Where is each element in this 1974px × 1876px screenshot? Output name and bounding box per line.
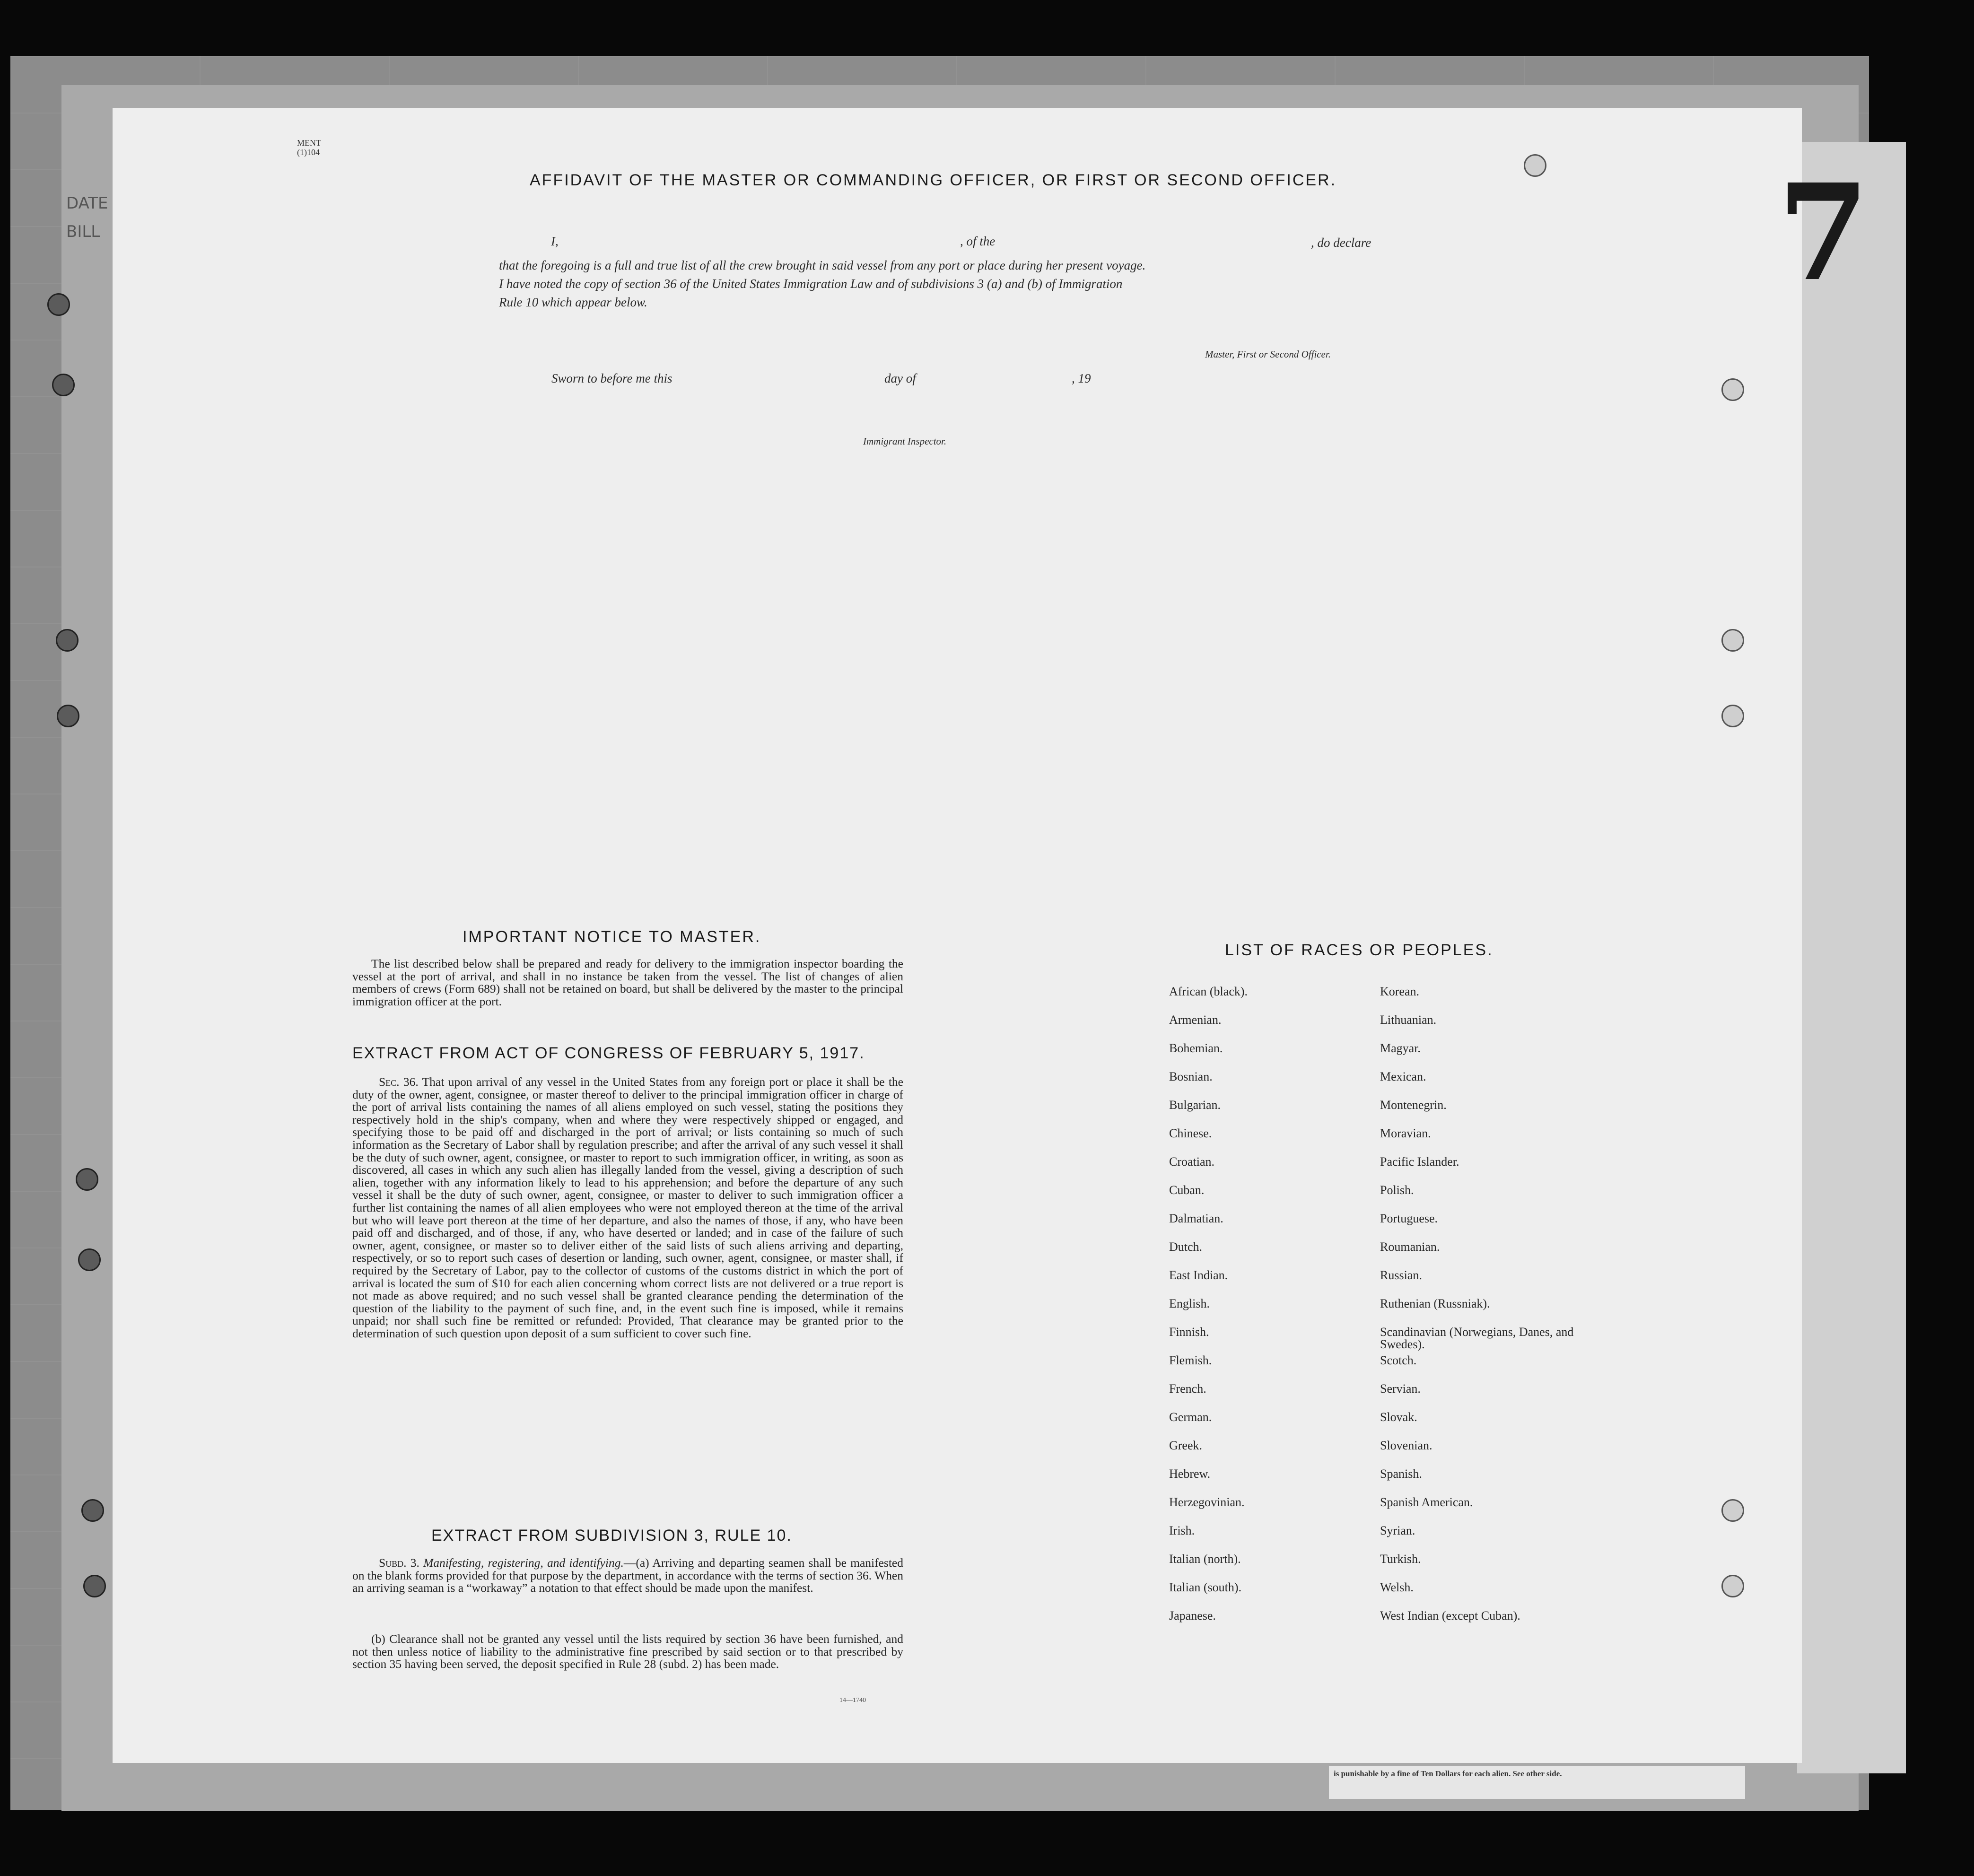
race-item: Cuban.: [1169, 1183, 1205, 1197]
race-item: Hebrew.: [1169, 1467, 1211, 1481]
race-item: Flemish.: [1169, 1353, 1212, 1367]
races-title: LIST OF RACES OR PEOPLES.: [1225, 941, 1494, 959]
race-item: Finnish.: [1169, 1325, 1209, 1339]
rule-extract-para-b: (b) Clearance shall not be granted any vessel until the lists required by section 36 have been furnished, and not then unless notice of liability to the administrative fine prescribed by said section or to that prescribed by section 35 having been served, the deposit specified in Rule 28 (subd. 2) has been made.: [352, 1632, 903, 1671]
race-item: Slovak.: [1380, 1410, 1417, 1424]
declaration-i: I,: [551, 234, 559, 248]
race-item: Herzegovinian.: [1169, 1495, 1245, 1509]
subd-label: Subd. 3.: [379, 1556, 419, 1570]
notice-title: IMPORTANT NOTICE TO MASTER.: [463, 928, 761, 946]
punch-hole: [57, 705, 79, 727]
affidavit-title: AFFIDAVIT OF THE MASTER OR COMMANDING OFFICER, OR FIRST OR SECOND OFFICER.: [530, 171, 1337, 189]
sworn-text: Sworn to before me this: [551, 371, 673, 385]
race-item: Korean.: [1380, 985, 1420, 998]
race-item: Dutch.: [1169, 1240, 1203, 1254]
punch-hole: [78, 1248, 101, 1271]
punch-hole: [1721, 705, 1744, 727]
sworn-day-of: day of: [884, 371, 916, 385]
races-list-right: [1380, 986, 1588, 1638]
race-item: Slovenian.: [1380, 1439, 1432, 1452]
form-corner-code: [297, 138, 321, 157]
race-item: Montenegrin.: [1380, 1098, 1447, 1112]
race-item: Roumanian.: [1380, 1240, 1440, 1254]
race-item: Armenian.: [1169, 1013, 1222, 1027]
margin-label-date: DATE: [66, 194, 108, 213]
declaration-line: I have noted the copy of section 36 of the United States Immigration Law and of subdivisions 3 (a) and (b) of Immigration: [499, 277, 1123, 291]
punch-hole: [52, 374, 75, 396]
section-36-text: That upon arrival of any vessel in the United States from any foreign port or place it shall be the duty of the owner, agent, consignee, or master thereof to deliver to the principal immigration officer in charge of the port of arrival lists containing the names of all aliens employed on such vessel, stating the positions they respectively hold in the ship's company, when and where they were respectively shipped or engaged, and specifying those to be paid off and discharged in the port of arrival; or lists containing so much of such information as the Secretary of Labor shall by regulation prescribe; and after the arrival of any such vessel it shall be the duty of such owner, agent, consignee, or master to report to such immigration officer, in writing, as soon as discovered, all cases in which any such alien has illegally landed from the vessel, giving a description of such alien, together with any information likely to lead to his apprehension; and before the departure of any such vessel it shall be the duty of such owner, agent, consignee, or master to deliver to such immigration officer a further list containing the names of all alien employees who were not employed thereon at the time of the arrival but who will leave port thereon at the time of her departure, and also the names of those, if any, who have been paid off and discharged, and of those, if any, who have deserted or landed; and in case of the failure of such owner, agent, consignee, or master so to deliver either of the said lists of such aliens arriving and departing, respectively, or so to report such cases of desertion or landing, such owner, agent, consignee, or master shall, if required by the Secretary of Labor, pay to the collector of customs of the customs district in which the port of arrival is located the sum of $10 for each alien concerning whom correct lists are not delivered or a true report is not made as above required; and no such vessel shall be granted clearance pending the determination of the question of the liability to the payment of such fine, and, in the event such fine is imposed, while it remains unpaid; nor shall such fine be remitted or refunded: Provided, That clearance may be granted prior to the determination of such question upon deposit of a sum sufficient to cover such fine.: [352, 1075, 903, 1340]
declaration-line: Rule 10 which appear below.: [499, 295, 647, 309]
race-item: Italian (south).: [1169, 1580, 1242, 1594]
race-item: Mexican.: [1380, 1070, 1426, 1083]
race-item: Servian.: [1380, 1382, 1421, 1396]
race-item: Bulgarian.: [1169, 1098, 1221, 1112]
punch-hole: [1721, 629, 1744, 652]
punch-hole: [1524, 154, 1546, 177]
race-item: Turkish.: [1380, 1552, 1421, 1566]
race-item: Bohemian.: [1169, 1041, 1223, 1055]
act-extract-title: EXTRACT FROM ACT OF CONGRESS OF FEBRUARY 5, 1917.: [352, 1044, 865, 1062]
race-item: Spanish.: [1380, 1467, 1422, 1481]
race-item: Dalmatian.: [1169, 1212, 1223, 1225]
race-item: Magyar.: [1380, 1041, 1421, 1055]
punch-hole: [76, 1168, 98, 1191]
footer-text: is punishable by a fine of Ten Dollars for each alien. See other side.: [1334, 1769, 1562, 1778]
race-item: Japanese.: [1169, 1609, 1216, 1623]
notice-text: The list described below shall be prepared and ready for delivery to the immigration inspector boarding the vessel at the port of arrival, and shall in no instance be taken from the vessel. The list of changes of alien members of crews (Form 689) shall not be retained on board, but shall be delivered by the master to the principal immigration officer at the port.: [352, 957, 903, 1008]
declaration-line: that the foregoing is a full and true list of all the crew brought in said vessel from any port or place during her present voyage.: [499, 258, 1146, 272]
sworn-year: , 19: [1072, 371, 1091, 385]
rule-extract-para-a: [352, 1557, 903, 1595]
act-extract-text: [352, 1076, 903, 1340]
race-item: African (black).: [1169, 985, 1248, 998]
race-item: English.: [1169, 1297, 1210, 1310]
race-item: French.: [1169, 1382, 1206, 1396]
race-item: Italian (north).: [1169, 1552, 1241, 1566]
punch-hole: [1721, 1575, 1744, 1597]
punch-hole: [56, 629, 79, 652]
form-code: 14—1740: [839, 1697, 866, 1704]
race-item: Bosnian.: [1169, 1070, 1213, 1083]
punch-hole: [81, 1499, 104, 1522]
declaration-of-the: , of the: [960, 234, 996, 248]
punch-hole: [1721, 378, 1744, 401]
race-item: Spanish American.: [1380, 1495, 1473, 1509]
race-item: Russian.: [1380, 1268, 1422, 1282]
underlying-page-edge: [1797, 142, 1906, 1773]
race-item: Irish.: [1169, 1524, 1195, 1537]
race-item: Lithuanian.: [1380, 1013, 1437, 1027]
declaration-do-declare: , do declare: [1311, 236, 1371, 250]
race-item: Moravian.: [1380, 1126, 1431, 1140]
race-item: Scotch.: [1380, 1353, 1417, 1367]
master-signature-line: Master, First or Second Officer.: [1205, 349, 1331, 360]
punch-hole: [47, 293, 70, 316]
race-item: Welsh.: [1380, 1580, 1414, 1594]
section-label: Sec. 36.: [379, 1075, 419, 1089]
race-item: Croatian.: [1169, 1155, 1215, 1169]
rule-extract-title: EXTRACT FROM SUBDIVISION 3, RULE 10.: [431, 1527, 792, 1544]
margin-label-bill: BILL: [66, 222, 100, 241]
race-item: German.: [1169, 1410, 1212, 1424]
race-item: Polish.: [1380, 1183, 1414, 1197]
punch-hole: [83, 1575, 106, 1597]
race-item: Syrian.: [1380, 1524, 1415, 1537]
race-item: Chinese.: [1169, 1126, 1212, 1140]
subd-para-a: —(a) Arriving and departing seamen shall be manifested on the blank forms provided for that purpose by the department, in accordance with the terms of section 36. When an arriving seaman is a “workaway” a notation to that effect should be made upon the manifest.: [352, 1556, 903, 1595]
races-list-left: [1169, 986, 1248, 1638]
race-item: Ruthenian (Russniak).: [1380, 1297, 1490, 1310]
punch-hole: [1721, 1499, 1744, 1522]
corner-code-line: (1)104: [297, 148, 320, 157]
race-item: Pacific Islander.: [1380, 1155, 1459, 1169]
subd-heading: Manifesting, registering, and identifying.: [423, 1556, 624, 1570]
race-item: West Indian (except Cuban).: [1380, 1609, 1520, 1623]
page-number: 7: [1777, 155, 1869, 311]
inspector-signature-line: Immigrant Inspector.: [863, 436, 947, 447]
race-item: Portuguese.: [1380, 1212, 1438, 1225]
race-item: East Indian.: [1169, 1268, 1228, 1282]
race-item: Greek.: [1169, 1439, 1203, 1452]
race-item: Scandinavian (Norwegians, Danes, and Swedes).: [1380, 1325, 1574, 1351]
underlying-footer-strip: [1329, 1766, 1745, 1799]
corner-code-line: MENT: [297, 138, 321, 148]
